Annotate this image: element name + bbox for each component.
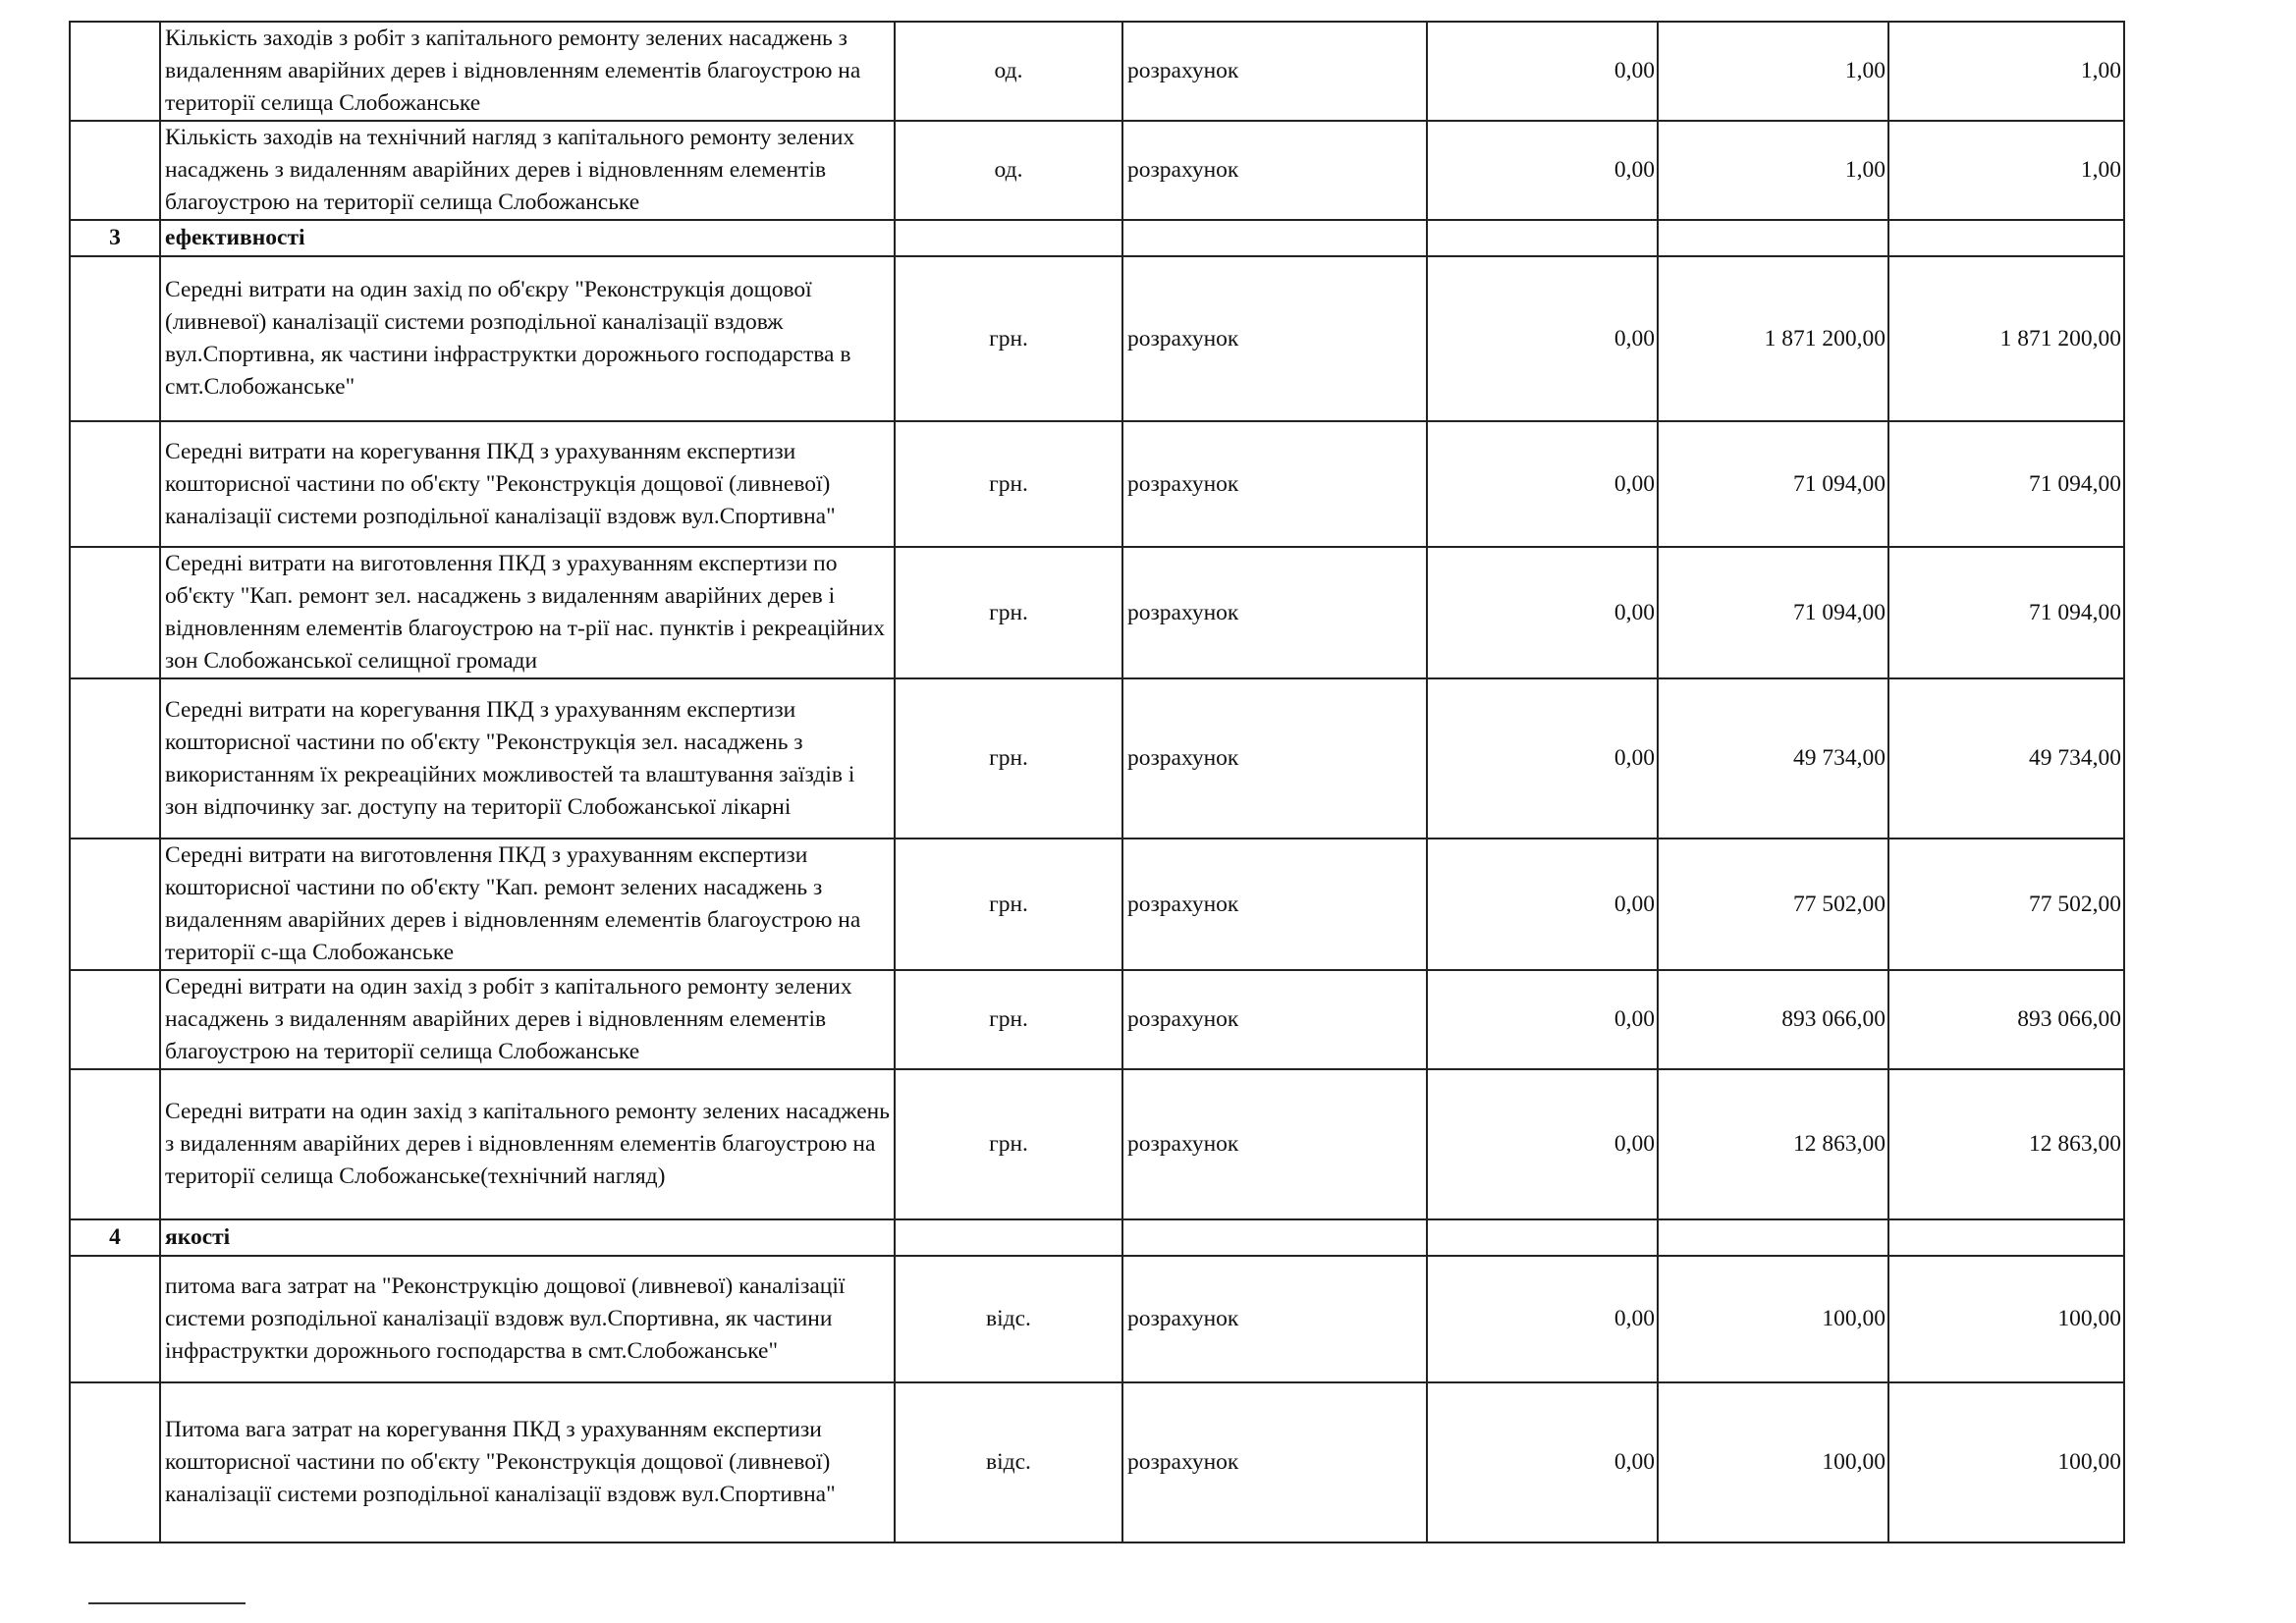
value-cell-1: 0,00: [1427, 421, 1658, 547]
unit-cell: відс.: [895, 1382, 1122, 1542]
empty-cell: [895, 1219, 1122, 1256]
footnote-rule: [88, 1602, 246, 1604]
table-row: [70, 678, 2124, 839]
value-cell-2: 71 094,00: [1658, 421, 1888, 547]
indicator-name-cell: питома вага затрат на "Реконструкцію дощової (ливневої) каналізації системи розподільної каналізації вздовж вул.Спортивна, як частини інфраструктки дорожнього господарства в смт.Слобожанське": [160, 1256, 895, 1382]
value-cell-1: 0,00: [1427, 970, 1658, 1069]
indicator-name-cell: Середні витрати на корегування ПКД з урахуванням експертизи кошторисної частини по об'єкту "Реконструкція дощової (ливневої) каналізації системи розподільної каналізації вздовж вул.Спортивна": [160, 421, 895, 547]
value-cell-2: 49 734,00: [1658, 678, 1888, 839]
table-row: [70, 256, 2124, 421]
table-row: [70, 547, 2124, 678]
value-cell-2: 1 871 200,00: [1658, 256, 1888, 421]
table-row: [70, 421, 2124, 547]
indicators-table: [69, 21, 2125, 1543]
value-cell-2: 1,00: [1658, 121, 1888, 220]
unit-cell: відс.: [895, 1256, 1122, 1382]
row-number-cell: [70, 1256, 160, 1382]
row-number-cell: [70, 970, 160, 1069]
value-cell-1: 0,00: [1427, 22, 1658, 121]
unit-cell: грн.: [895, 839, 1122, 970]
source-cell: розрахунок: [1122, 256, 1427, 421]
empty-cell: [1122, 1219, 1427, 1256]
unit-cell: грн.: [895, 256, 1122, 421]
value-cell-2: 100,00: [1658, 1382, 1888, 1542]
source-cell: розрахунок: [1122, 547, 1427, 678]
table-row: [70, 22, 2124, 121]
value-cell-2: 1,00: [1658, 22, 1888, 121]
row-number-cell: [70, 256, 160, 421]
unit-cell: грн.: [895, 1069, 1122, 1219]
value-cell-1: 0,00: [1427, 1382, 1658, 1542]
table-body: [70, 22, 2124, 1542]
unit-cell: од.: [895, 121, 1122, 220]
row-number-cell: [70, 547, 160, 678]
unit-cell: од.: [895, 22, 1122, 121]
source-cell: розрахунок: [1122, 22, 1427, 121]
value-cell-1: 0,00: [1427, 256, 1658, 421]
empty-cell: [1427, 220, 1658, 256]
value-cell-3: 1,00: [1888, 121, 2124, 220]
section-title-cell: якості: [160, 1219, 895, 1256]
section-number-cell: 3: [70, 220, 160, 256]
source-cell: розрахунок: [1122, 678, 1427, 839]
unit-cell: грн.: [895, 547, 1122, 678]
value-cell-3: 71 094,00: [1888, 421, 2124, 547]
section-number-cell: 4: [70, 1219, 160, 1256]
source-cell: розрахунок: [1122, 970, 1427, 1069]
source-cell: розрахунок: [1122, 421, 1427, 547]
empty-cell: [895, 220, 1122, 256]
indicator-name-cell: Середні витрати на один захід по об'єкру "Реконструкція дощової (ливневої) каналізації системи розподільної каналізації вздовж вул.Спортивна, як частини інфраструктки дорожнього господарства в смт.Слобожанське": [160, 256, 895, 421]
indicator-name-cell: Середні витрати на виготовлення ПКД з урахуванням експертизи по об'єкту "Кап. ремонт зел. насаджень з видаленням аварійних дерев і відновленням елементів благоустрою на т-рії нас. пунктів і рекреаційних зон Слобожанської селищної громади: [160, 547, 895, 678]
value-cell-1: 0,00: [1427, 121, 1658, 220]
value-cell-2: 893 066,00: [1658, 970, 1888, 1069]
table-row: [70, 839, 2124, 970]
indicator-name-cell: Середні витрати на виготовлення ПКД з урахуванням експертизи кошторисної частини по об'єкту "Кап. ремонт зелених насаджень з видаленням аварійних дерев і відновленням елементів благоустрою на території с-ща Слобожанське: [160, 839, 895, 970]
source-cell: розрахунок: [1122, 1256, 1427, 1382]
section-row: [70, 1219, 2124, 1256]
section-title-cell: ефективності: [160, 220, 895, 256]
value-cell-1: 0,00: [1427, 678, 1658, 839]
value-cell-2: 71 094,00: [1658, 547, 1888, 678]
value-cell-3: 893 066,00: [1888, 970, 2124, 1069]
indicator-name-cell: Середні витрати на корегування ПКД з урахуванням експертизи кошторисної частини по об'єкту "Реконструкція зел. насаджень з використанням їх рекреаційних можливостей та влаштування заїздів і зон відпочинку заг. доступу на території Слобожанської лікарні: [160, 678, 895, 839]
source-cell: розрахунок: [1122, 1382, 1427, 1542]
value-cell-3: 71 094,00: [1888, 547, 2124, 678]
source-cell: розрахунок: [1122, 121, 1427, 220]
table-row: [70, 121, 2124, 220]
section-row: [70, 220, 2124, 256]
row-number-cell: [70, 121, 160, 220]
value-cell-3: 1 871 200,00: [1888, 256, 2124, 421]
table-row: [70, 1256, 2124, 1382]
empty-cell: [1658, 1219, 1888, 1256]
empty-cell: [1888, 1219, 2124, 1256]
value-cell-3: 1,00: [1888, 22, 2124, 121]
table-row: [70, 1069, 2124, 1219]
indicator-name-cell: Середні витрати на один захід з капітального ремонту зелених насаджень з видаленням аварійних дерев і відновленням елементів благоустрою на території селища Слобожанське(технічний нагляд): [160, 1069, 895, 1219]
unit-cell: грн.: [895, 421, 1122, 547]
value-cell-2: 77 502,00: [1658, 839, 1888, 970]
indicator-name-cell: Кількість заходів на технічний нагляд з капітального ремонту зелених насаджень з видаленням аварійних дерев і відновленням елементів благоустрою на території селища Слобожанське: [160, 121, 895, 220]
empty-cell: [1122, 220, 1427, 256]
value-cell-1: 0,00: [1427, 547, 1658, 678]
table-row: [70, 1382, 2124, 1542]
value-cell-1: 0,00: [1427, 1256, 1658, 1382]
row-number-cell: [70, 839, 160, 970]
value-cell-2: 100,00: [1658, 1256, 1888, 1382]
row-number-cell: [70, 678, 160, 839]
value-cell-3: 100,00: [1888, 1382, 2124, 1542]
value-cell-1: 0,00: [1427, 839, 1658, 970]
source-cell: розрахунок: [1122, 1069, 1427, 1219]
row-number-cell: [70, 1069, 160, 1219]
empty-cell: [1427, 1219, 1658, 1256]
row-number-cell: [70, 421, 160, 547]
value-cell-1: 0,00: [1427, 1069, 1658, 1219]
row-number-cell: [70, 1382, 160, 1542]
unit-cell: грн.: [895, 678, 1122, 839]
table-row: [70, 970, 2124, 1069]
value-cell-3: 12 863,00: [1888, 1069, 2124, 1219]
unit-cell: грн.: [895, 970, 1122, 1069]
indicator-name-cell: Питома вага затрат на корегування ПКД з урахуванням експертизи кошторисної частини по об'єкту "Реконструкція дощової (ливневої) каналізації системи розподільної каналізації вздовж вул.Спортивна": [160, 1382, 895, 1542]
value-cell-3: 100,00: [1888, 1256, 2124, 1382]
value-cell-3: 77 502,00: [1888, 839, 2124, 970]
value-cell-2: 12 863,00: [1658, 1069, 1888, 1219]
indicator-name-cell: Кількість заходів з робіт з капітального ремонту зелених насаджень з видаленням аварійних дерев і відновленням елементів благоустрою на території селища Слобожанське: [160, 22, 895, 121]
value-cell-3: 49 734,00: [1888, 678, 2124, 839]
row-number-cell: [70, 22, 160, 121]
empty-cell: [1888, 220, 2124, 256]
source-cell: розрахунок: [1122, 839, 1427, 970]
indicator-name-cell: Середні витрати на один захід з робіт з капітального ремонту зелених насаджень з видаленням аварійних дерев і відновленням елементів благоустрою на території селища Слобожанське: [160, 970, 895, 1069]
empty-cell: [1658, 220, 1888, 256]
